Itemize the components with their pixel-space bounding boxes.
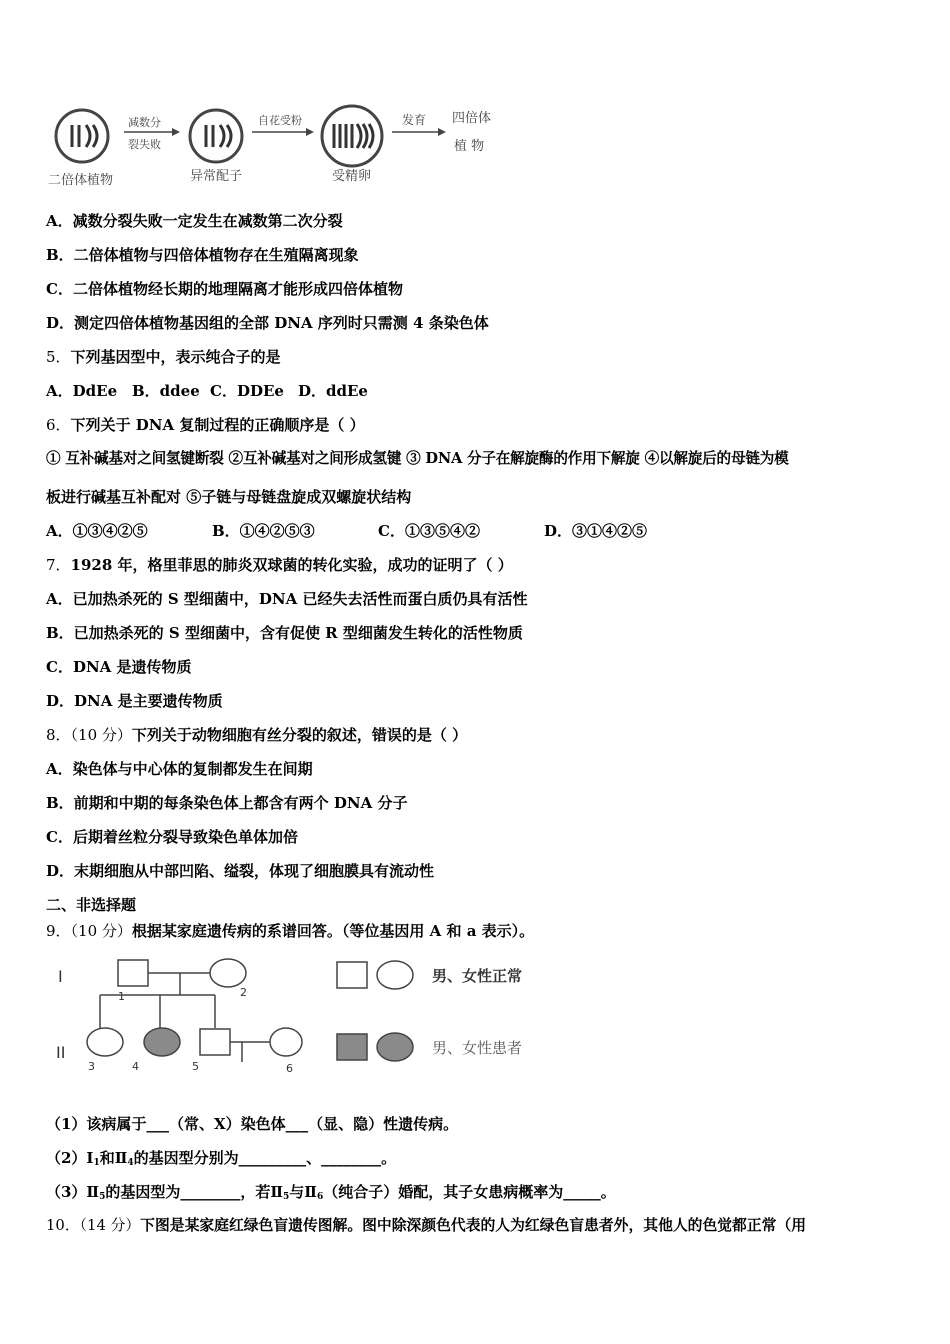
q9-sub3-part-c: 与Ⅱ [289,1183,317,1201]
q7-number: 7． [46,556,71,574]
q10-text: 下图是某家庭红绿色盲遗传图解。图中除深颜色代表的人为红绿色盲患者外，其他人的色觉都正常（用 [140,1217,807,1234]
q9-sub1: （1）该病属于___（常、X）染色体___（显、隐）性遗传病。 [46,1115,459,1133]
arrow1-label-bottom: 裂失败 [128,138,161,151]
legend-affected-text: 男、女性患者 [432,1039,523,1057]
q5-number: 5． [46,348,71,366]
q9-sub3 [46,1182,616,1207]
q9-sub3-part-a: （3）Ⅱ [46,1183,100,1201]
q8-text: 下列关于动物细胞有丝分裂的叙述，错误的是（ ） [131,726,468,744]
q6-stem [46,415,365,435]
diploid-cell [56,110,108,162]
q4-option-c: C．二倍体植物经长期的地理隔离才能形成四倍体植物 [46,280,403,298]
q5-option-b: B．ddee [132,382,200,400]
q7-option-b: B．已加热杀死的 S 型细菌中，含有促使 R 型细菌发生转化的活性物质 [46,624,523,642]
q6-option-d: D．③①④②⑤ [544,522,648,540]
q8-option-a: A．染色体与中心体的复制都发生在间期 [46,760,313,778]
q7-text: 1928 年，格里菲思的肺炎双球菌的转化实验，成功的证明了（ ） [70,556,513,574]
legend-male-normal [337,962,367,988]
q6-number: 6． [46,416,71,434]
q8-option-b: B．前期和中期的每条染色体上都含有两个 DNA 分子 [46,794,408,812]
q6-option-a: A．①③④②⑤ [46,522,148,540]
q9-sub3-sub-1: 5 [99,1192,106,1202]
q8-number: 8． [46,726,71,744]
q8-option-c: C．后期着丝粒分裂导致染色单体加倍 [46,828,298,846]
arrow1-label-top: 减数分 [128,116,161,129]
label-1: 1 [118,990,125,1003]
arrow3-label: 发育 [402,113,427,127]
q6-option-b: B．①④②⑤③ [212,522,315,540]
label-5: 5 [192,1060,199,1073]
q9-text: 根据某家庭遗传病的系谱回答。（等位基因用 A 和 a 表示）。 [131,922,535,940]
zygote-cell [322,106,382,166]
result-line1: 四倍体 [452,111,492,126]
q7-stem [46,555,513,575]
legend-female-normal [377,961,413,989]
q5-option-c: C．DDEe [210,382,284,400]
q9-sub3-sub-3: 6 [316,1192,324,1202]
q10-stem [46,1216,806,1236]
individual-2-female-normal [210,959,246,987]
q9-sub2-sub-1: 1 [93,1158,100,1168]
individual-3-female-normal [87,1028,123,1056]
q7-option-c: C．DNA 是遗传物质 [46,658,192,676]
generation-2-label: II [56,1043,66,1062]
q9-sub2 [46,1148,396,1173]
section2-title: 二、非选择题 [46,896,137,914]
label-4: 4 [132,1060,139,1073]
q9-sub2-part-c: 的基因型分别为_________、________。 [133,1149,397,1167]
q7-option-a: A．已加热杀死的 S 型细菌中，DNA 已经失去活性而蛋白质仍具有活性 [46,590,528,608]
individual-5-male-normal [200,1029,230,1055]
label-3: 3 [88,1060,95,1073]
label-6: 6 [286,1062,293,1075]
individual-6-female-normal [270,1028,302,1056]
q9-sub3-part-d: （纯合子）婚配，其子女患病概率为_____。 [323,1183,616,1201]
q7-option-d: D．DNA 是主要遗传物质 [46,692,223,710]
cell1-label: 二倍体植物 [48,173,114,188]
label-2: 2 [240,986,247,999]
q4-option-d: D．测定四倍体植物基因组的全部 DNA 序列时只需测 4 条染色体 [46,314,489,332]
q5-option-d: D．ddEe [298,382,368,400]
q8-score: （10 分） [70,726,132,744]
q5-text: 下列基因型中，表示纯合子的是 [70,348,281,366]
q6-text: 下列关于 DNA 复制过程的正确顺序是（ ） [70,416,365,434]
q5-option-a: A．DdEe [46,382,118,400]
arrow2-label: 自花受粉 [258,114,302,127]
q9-sub3-sub-2: 5 [283,1192,290,1202]
q6-desc-line1: ① 互补碱基对之间氢键断裂 ②互补碱基对之间形成氢键 ③ DNA 分子在解旋酶的作用下解旋 ④以解旋后的母链为模 [46,450,789,467]
q9-sub3-part-b: 的基因型为________，若Ⅱ [105,1183,284,1201]
q9-sub2-part-b: 和Ⅱ [99,1149,128,1167]
polyploid-diagram [40,96,520,196]
q5-options [46,381,368,401]
legend-male-affected [337,1034,367,1060]
legend-normal-text: 男、女性正常 [432,967,523,985]
q10-number: 10． [46,1217,80,1234]
q6-desc-line2: 板进行碱基互补配对 ⑤子链与母链盘旋成双螺旋状结构 [46,488,412,506]
pedigree-chart [50,950,570,1080]
q9-sub2-part-a: （2）Ⅰ [46,1149,94,1167]
q5-stem [46,347,281,367]
q4-option-a: A．减数分裂失败一定发生在减数第二次分裂 [46,212,343,230]
result-line2: 植 物 [454,139,485,154]
generation-1-label: I [58,967,63,986]
legend-female-affected [377,1033,413,1061]
q9-sub2-sub-2: 4 [127,1158,134,1168]
individual-4-female-affected [144,1028,180,1056]
q8-option-d: D．末期细胞从中部凹陷、缢裂，体现了细胞膜具有流动性 [46,862,435,880]
individual-1-male-normal [118,960,148,986]
q6-options [46,521,647,541]
cell3-label: 受精卵 [332,169,372,184]
cell2-label: 异常配子 [190,169,243,184]
q4-option-b: B．二倍体植物与四倍体植物存在生殖隔离现象 [46,246,359,264]
q9-score: （10 分） [70,922,132,940]
q9-number: 9． [46,922,71,940]
q9-stem [46,921,534,941]
q10-score: （14 分） [79,1217,141,1234]
q6-option-c: C．①③⑤④② [378,522,480,540]
q8-stem [46,725,467,745]
gamete-cell [190,110,242,162]
